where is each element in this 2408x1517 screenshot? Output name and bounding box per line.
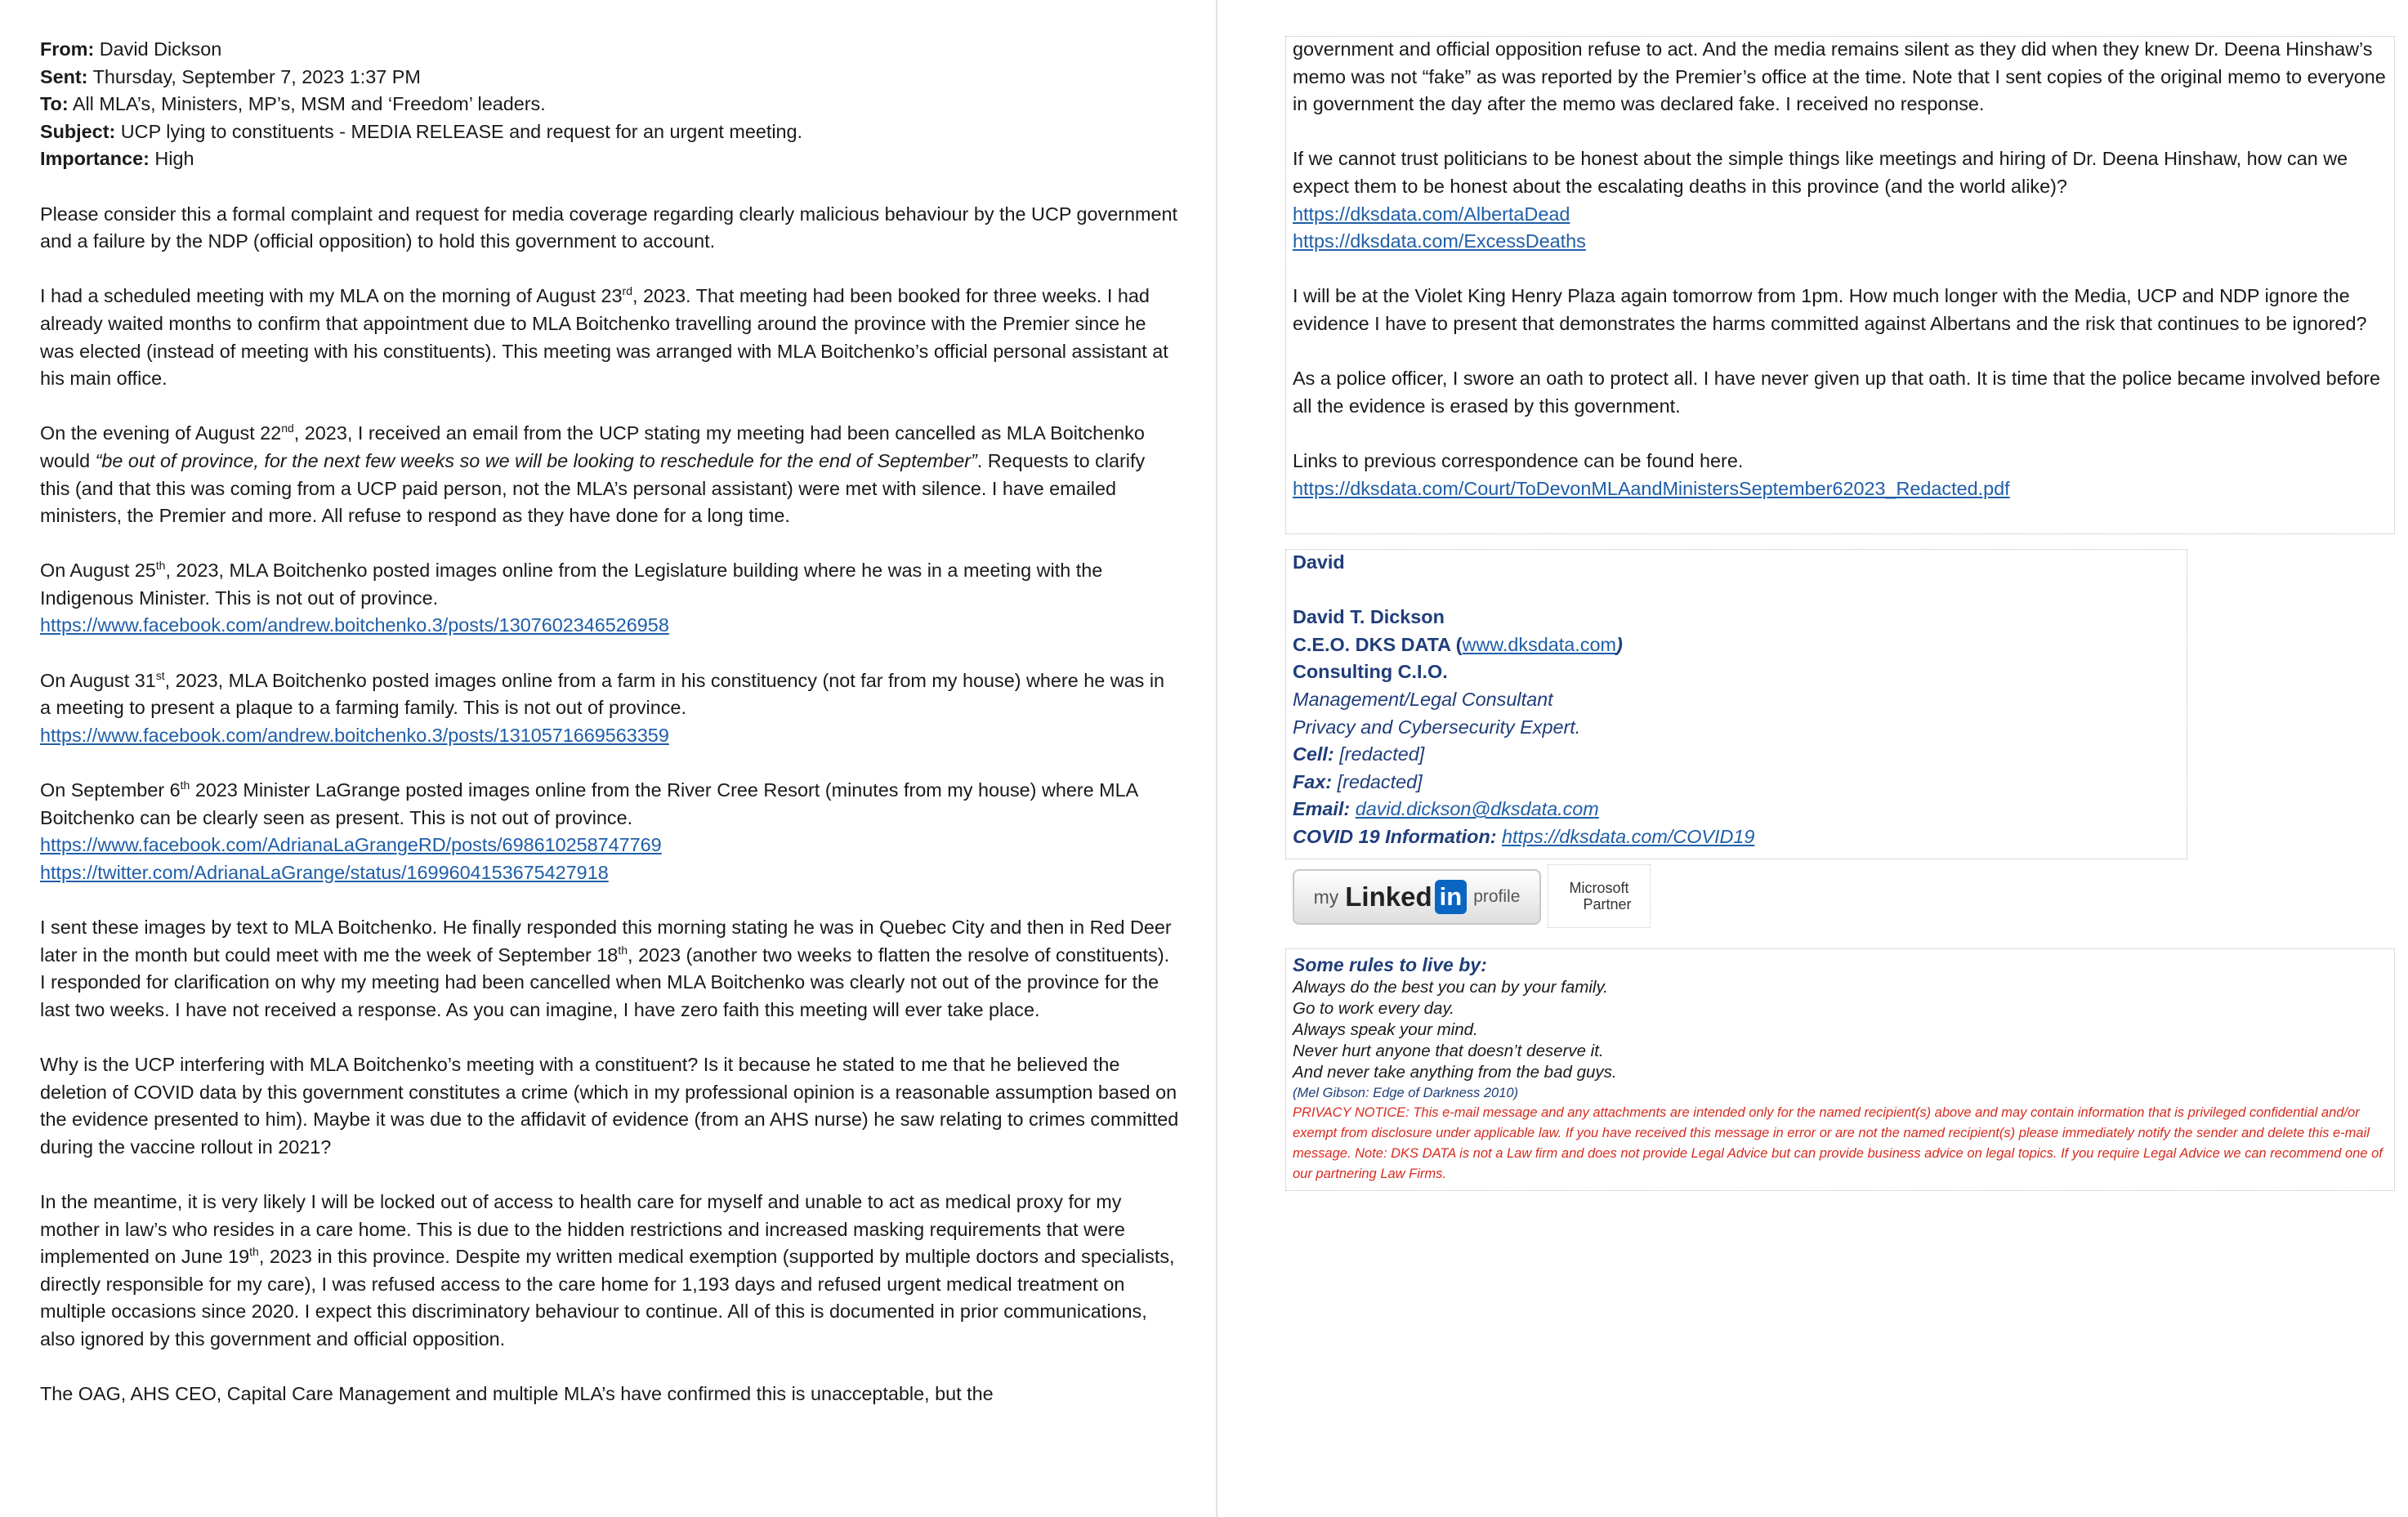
paragraph-oag: The OAG, AHS CEO, Capital Care Management and multiple MLA’s have confirmed this is unacceptable, but the xyxy=(40,1383,994,1405)
importance-value: High xyxy=(154,148,194,170)
linkedin-my-text: my xyxy=(1313,886,1339,908)
to-line xyxy=(40,91,1180,118)
paragraph-cancellation: On the evening of August 22nd, 2023, I received an email from the UCP stating my meeting had been cancelled as MLA Boitchenko would “be out of province, for the next few weeks so we will be looking to reschedule for the end of September”. Requests to clarify this (and that this was coming from a UCP paid person, not the MLA’s personal assistant) were met with silence. I have emailed ministers, the Premier and more. All refuse to respond as they have done for a long time. xyxy=(40,422,1146,527)
privacy-notice: PRIVACY NOTICE: This e-mail message and any attachments are intended only for the named recipient(s) above and may contain information that is privileged confidential and/or exempt from disclosure under applicable law. If you have received this message in error or are not the named recipient(s) please immediately notify the sender and delete this e-mail message. Note: DKS DATA is not a Law firm and does not provide Legal Advice but can provide business advice on legal topics. If you require Legal Advice we can recommend one of our partnering Law Firms. xyxy=(1293,1105,2383,1181)
rule-item: Go to work every day. xyxy=(1293,999,1454,1018)
correspondence-pdf-link[interactable]: https://dksdata.com/Court/ToDevonMLAandMinistersSeptember62023_Redacted.pdf xyxy=(1293,477,2010,499)
sent-value: Thursday, September 7, 2023 1:37 PM xyxy=(92,65,421,87)
to-value: All MLA’s, Ministers, MP’s, MSM and ‘Freedom’ leaders. xyxy=(72,93,546,115)
twitter-link[interactable]: https://twitter.com/AdrianaLaGrange/status/1699604153675427918 xyxy=(40,861,609,883)
paragraph-why: Why is the UCP interfering with MLA Boitchenko’s meeting with a constituent? Is it because he stated to me that he believed the deletion of COVID data by this government constitutes a crime (which in my professional opinion is a reasonable assumption based on the evidence presented to him). Maybe it was due to the affidavit of evidence (from an AHS nurse) he saw relating to crimes committed during the vaccine rollout in 2021? xyxy=(40,1053,1179,1158)
rule-item: Always do the best you can by your family. xyxy=(1293,978,1608,997)
sent-line xyxy=(40,64,1180,91)
rule-item: Never hurt anyone that doesn’t deserve it. xyxy=(1293,1042,1604,1060)
subject-value: UCP lying to constituents - MEDIA RELEASE and request for an urgent meeting. xyxy=(120,120,803,142)
paragraph-trust: If we cannot trust politicians to be honest about the simple things like meetings and hiring of Dr. Deena Hinshaw, how can we expect them to be honest about the escalating deaths in this province (and the world alike)? xyxy=(1293,148,2348,197)
cancellation-quote: “be out of province, for the next few weeks so we will be looking to reschedule for the end of September” xyxy=(95,449,977,471)
rule-item: And never take anything from the bad guys. xyxy=(1293,1063,1617,1082)
microsoft-text: Microsoft xyxy=(1569,880,1629,896)
signature-cio: Consulting C.I.O. xyxy=(1293,661,1448,683)
importance-line xyxy=(40,145,1180,173)
email-body xyxy=(40,36,1180,1408)
alberta-dead-link[interactable]: https://dksdata.com/AlbertaDead xyxy=(1293,203,1570,225)
subject-line xyxy=(40,118,1180,146)
paragraph-august-31: On August 31st, 2023, MLA Boitchenko posted images online from a farm in his constituency (not far from my house) where he was in a meeting to present a plaque to a farming family. This is not out of province. xyxy=(40,668,1165,719)
paragraph-oath: As a police officer, I swore an oath to protect all. I have never given up that oath. It is time that the police became involved before all the evidence is erased by this government. xyxy=(1293,368,2381,417)
signature-role-1: Management/Legal Consultant xyxy=(1293,688,1553,710)
subject-label: Subject: xyxy=(40,120,116,142)
from-label: From: xyxy=(40,38,95,60)
linkedin-word: Linked xyxy=(1345,881,1432,912)
paragraph-scheduled-meeting: I had a scheduled meeting with my MLA on the morning of August 23rd, 2023. That meeting had been booked for three weeks. I had already waited months to confirm that appointment due to MLA Boitchenko travelling around the province with the Premier since he was elected (instead of meeting with his constituents). This meeting was arranged with MLA Boitchenko’s official personal assistant at his main office. xyxy=(40,284,1168,390)
rules-section xyxy=(1293,953,2392,1185)
paragraph-september-6: On September 6th 2023 Minister LaGrange posted images online from the River Cree Resort (minutes from my house) where MLA Boitchenko can be clearly seen as present. This is not out of province. xyxy=(40,779,1137,828)
document-page-right xyxy=(1217,0,2408,1517)
paragraph-media-silent: government and official opposition refuse to act. And the media remains silent as they did when they knew Dr. Deena Hinshaw’s memo was not “fake” as was reported by the Premier’s office at the time. Note that I sent copies of the original memo to everyone in government the day after the memo was declared fake. I received no response. xyxy=(1293,38,2386,115)
facebook-link-2[interactable]: https://www.facebook.com/andrew.boitchenko.3/posts/1310571669563359 xyxy=(40,724,669,746)
linkedin-profile-text: profile xyxy=(1473,887,1521,906)
signature-role-2: Privacy and Cybersecurity Expert. xyxy=(1293,716,1581,738)
dksdata-link[interactable]: www.dksdata.com xyxy=(1462,633,1616,655)
to-label: To: xyxy=(40,93,69,115)
rules-title: Some rules to live by: xyxy=(1293,954,1487,975)
linkedin-profile-badge[interactable] xyxy=(1293,869,1541,925)
signature-first-name: David xyxy=(1293,551,1345,573)
paragraph-previous-correspondence: Links to previous correspondence can be found here. xyxy=(1293,449,1744,471)
signature-fax: Fax: [redacted] xyxy=(1293,770,1423,792)
facebook-link-1[interactable]: https://www.facebook.com/andrew.boitchenko.3/posts/1307602346526958 xyxy=(40,614,669,636)
excess-deaths-link[interactable]: https://dksdata.com/ExcessDeaths xyxy=(1293,230,1586,252)
importance-label: Importance: xyxy=(40,148,150,170)
email-link[interactable]: david.dickson@dksdata.com xyxy=(1355,798,1599,820)
paragraph-response: I sent these images by text to MLA Boitchenko. He finally responded this morning stating he was in Quebec City and then in Red Deer later in the month but could meet with me the week of September 18th, 2023 (another two weeks to flatten the resolve of constituents). I responded for clarification on why my meeting had been cancelled when MLA Boitchenko was clearly not out of the province for the last two weeks. I have not received a response. As you can imagine, I have zero faith this meeting will ever take place. xyxy=(40,917,1172,1020)
paragraph-plaza: I will be at the Violet King Henry Plaza again tomorrow from 1pm. How much longer with the Media, UCP and NDP ignore the evidence I have to present that demonstrates the harms committed against Albertans and the risk that continues to be ignored? xyxy=(1293,285,2367,334)
sent-label: Sent: xyxy=(40,65,88,87)
linkedin-in-icon: in xyxy=(1435,880,1468,914)
facebook-link-3[interactable]: https://www.facebook.com/AdrianaLaGrangeRD/posts/698610258747769 xyxy=(40,834,662,856)
signature-full-name: David T. Dickson xyxy=(1293,606,1445,628)
continuation-text xyxy=(1293,36,2392,502)
paragraph-health-care: In the meantime, it is very likely I will be locked out of access to health care for myself and unable to act as medical proxy for my mother in law’s who resides in a care home. This is due to the hidden restrictions and increased masking requirements that were implemented on June 19th, 2023 in this province. Despite my written medical exemption (supported by multiple doctors and specialists, directly responsible for my care), I was refused access to the care home for 1,193 days and refused urgent medical treatment on multiple occasions since 2020. I expect this discriminatory behaviour to continue. All of this is documented in prior communications, also ignored by this government and official opposition. xyxy=(40,1190,1175,1350)
paragraph-complaint: Please consider this a formal complaint and request for media coverage regarding clearly malicious behaviour by the UCP government and a failure by the NDP (official opposition) to hold this government to account. xyxy=(40,203,1178,252)
signature-ceo: C.E.O. DKS DATA (www.dksdata.com) xyxy=(1293,633,1623,655)
signature-covid: COVID 19 Information: https://dksdata.com/COVID19 xyxy=(1293,825,1755,847)
quote-credit: (Mel Gibson: Edge of Darkness 2010) xyxy=(1293,1086,1519,1100)
rule-item: Always speak your mind. xyxy=(1293,1020,1478,1039)
microsoft-partner-badge xyxy=(1548,864,1651,928)
signature-cell: Cell: [redacted] xyxy=(1293,743,1425,765)
partner-text: Partner xyxy=(1583,896,1632,912)
signature xyxy=(1293,549,2183,851)
paragraph-august-25: On August 25th, 2023, MLA Boitchenko posted images online from the Legislature building where he was in a meeting with the Indigenous Minister. This is not out of province. xyxy=(40,559,1103,609)
signature-email: Email: david.dickson@dksdata.com xyxy=(1293,798,1599,820)
from-value: David Dickson xyxy=(99,38,222,60)
from-line xyxy=(40,36,1180,64)
covid-link[interactable]: https://dksdata.com/COVID19 xyxy=(1502,825,1755,847)
